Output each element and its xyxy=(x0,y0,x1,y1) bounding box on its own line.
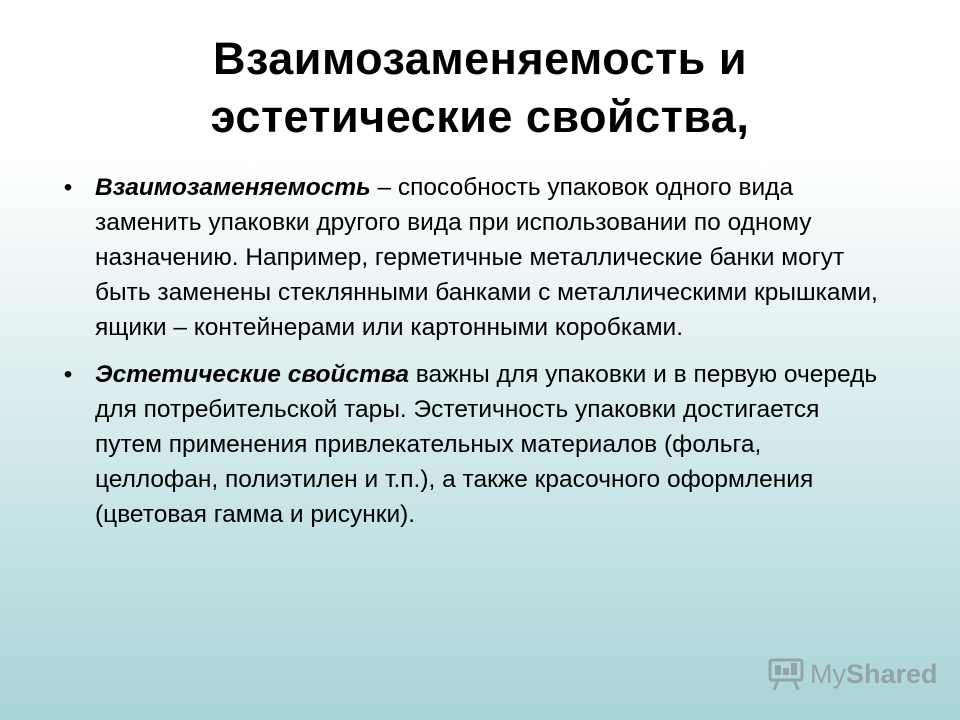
bullet-list xyxy=(58,170,878,544)
myshared-watermark xyxy=(766,652,938,696)
presentation-board-icon xyxy=(766,654,806,694)
bullet-text: – способность упаковок одного вида заменить упаковки другого вида при использовании по одному назначению. Например, герметичные металлические банки могут быть заменены стеклянными банками с металлическими крышками, ящики – контейнерами или картонными коробками. xyxy=(95,174,878,341)
slide-title xyxy=(0,30,960,146)
slide-title-line-2: эстетические свойства, xyxy=(210,91,750,142)
watermark-brand-shared: Shared xyxy=(846,658,938,689)
bullet-dot-icon: • xyxy=(63,361,73,388)
bullet-text: важны для упаковки и в первую очередь для потребительской тары. Эстетичность упаковки достигается путем применения привлекательных материалов (фольга, целлофан, полиэтилен и т.п.), а также красочного оформления (цветовая гамма и рисунки). xyxy=(95,361,878,528)
bullet-item-interchangeability xyxy=(58,170,878,345)
bullet-dot-icon: • xyxy=(63,174,73,201)
watermark-brand-my: My xyxy=(810,658,846,689)
slide-title-line-1: Взаимозаменяемость и xyxy=(212,33,748,84)
bullet-term: Взаимозаменяемость xyxy=(95,174,371,201)
bullet-item-aesthetic xyxy=(58,357,878,532)
bullet-term: Эстетические свойства xyxy=(95,361,409,388)
